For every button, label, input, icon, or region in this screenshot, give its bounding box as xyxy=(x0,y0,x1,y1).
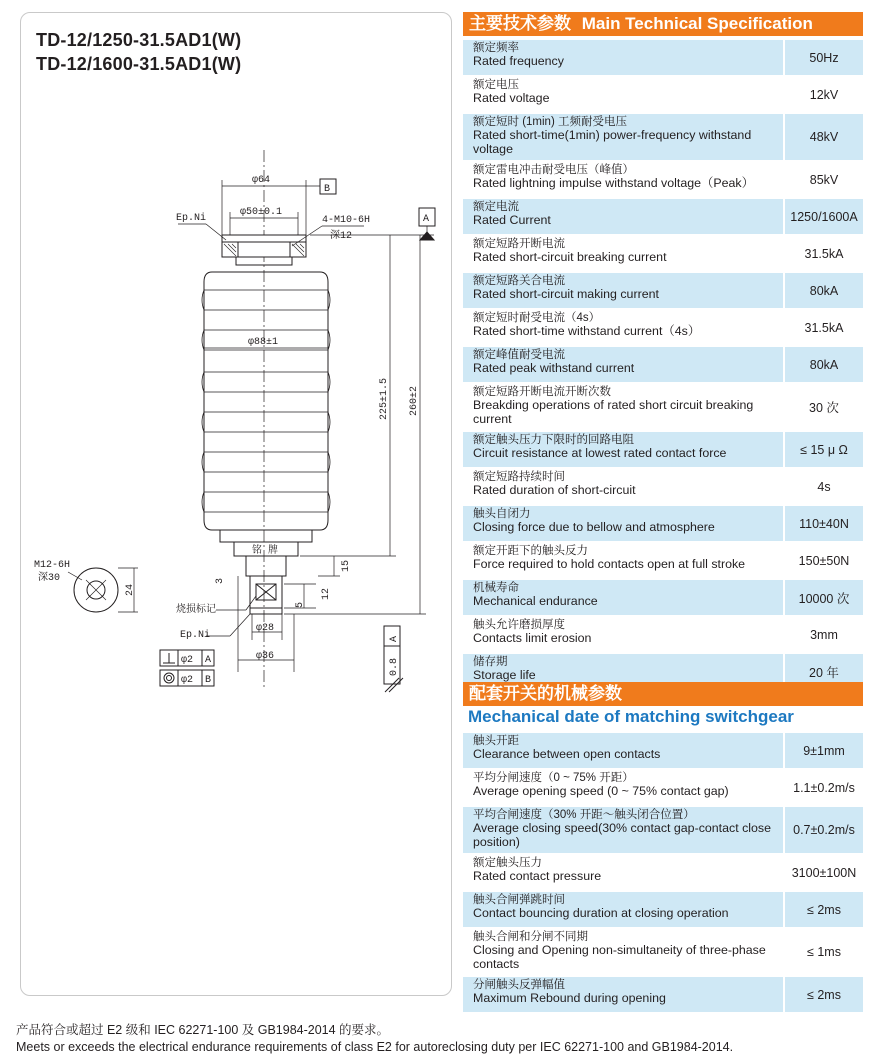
param-cell xyxy=(463,929,785,975)
main-spec-title-en: Main Technical Specification xyxy=(581,14,813,33)
spec-row xyxy=(463,807,863,855)
param-cn: 额定短时耐受电流（4s） xyxy=(473,312,601,324)
footnote xyxy=(16,1022,733,1056)
param-en: Rated lightning impulse withstand voltage（Peak） xyxy=(473,176,755,191)
param-cell xyxy=(463,807,785,853)
mech-spec-title-en: Mechanical date of matching switchgear xyxy=(468,707,794,726)
param-cn: 额定短路开断电流 xyxy=(473,238,565,250)
depth-top-label: 深12 xyxy=(330,231,353,242)
param-cell xyxy=(463,543,785,578)
spec-row xyxy=(463,506,863,543)
value-cell: 3100±100N xyxy=(785,855,863,890)
param-en: Rated contact pressure xyxy=(473,869,602,884)
value-cell: ≤ 1ms xyxy=(785,929,863,975)
spec-row xyxy=(463,469,863,506)
dim-24: 24 xyxy=(125,583,136,596)
param-cn: 额定雷电冲击耐受电压（峰值） xyxy=(473,164,634,176)
param-cn: 平均合闸速度（30% 开距～触头闭合位置） xyxy=(473,809,695,821)
param-en: Average closing speed(30% contact gap-contact close position) xyxy=(473,821,772,849)
param-cn: 额定频率 xyxy=(473,42,519,54)
value-cell: 1.1±0.2m/s xyxy=(785,770,863,805)
depth30-label: 深30 xyxy=(38,573,61,584)
param-en: Maximum Rebound during opening xyxy=(473,991,666,1006)
tol-perp-value: φ2 xyxy=(181,655,194,666)
dim-phi50: φ50±0.1 xyxy=(240,207,283,218)
param-cn: 触头开距 xyxy=(473,735,519,747)
param-en: Circuit resistance at lowest rated contact force xyxy=(473,446,727,461)
dim-15: 15 xyxy=(341,559,352,572)
spec-row xyxy=(463,733,863,770)
param-cn: 额定触头压力 xyxy=(473,857,542,869)
param-en: Closing force due to bellow and atmosphere xyxy=(473,520,715,535)
param-cell xyxy=(463,236,785,271)
param-cell xyxy=(463,114,785,160)
datum-b: B xyxy=(324,184,331,195)
value-cell: 85kV xyxy=(785,162,863,197)
spec-row xyxy=(463,892,863,929)
spec-row xyxy=(463,77,863,114)
param-en: Storage life xyxy=(473,668,536,683)
ep-ni-bottom-label: Ep.Ni xyxy=(180,630,211,641)
param-en: Contacts limit erosion xyxy=(473,631,592,646)
param-cell xyxy=(463,855,785,890)
param-cell xyxy=(463,384,785,430)
param-cell xyxy=(463,199,785,234)
param-cell xyxy=(463,347,785,382)
param-cn: 平均分闸速度（0 ~ 75% 开距） xyxy=(473,772,634,784)
param-en: Rated Current xyxy=(473,213,551,228)
param-en: Rated short-time withstand current（4s） xyxy=(473,324,701,339)
spec-row xyxy=(463,347,863,384)
value-cell: 110±40N xyxy=(785,506,863,541)
value-cell: 9±1mm xyxy=(785,733,863,768)
value-cell: 31.5kA xyxy=(785,236,863,271)
spec-row xyxy=(463,432,863,469)
dim-len260: 260±2 xyxy=(409,385,420,416)
param-en: Force required to hold contacts open at full stroke xyxy=(473,557,746,572)
param-cn: 机械寿命 xyxy=(473,582,519,594)
param-cell xyxy=(463,162,785,197)
param-cell xyxy=(463,469,785,504)
spec-row xyxy=(463,855,863,892)
footnote-en: Meets or exceeds the electrical endurance requirements of class E2 for autoreclosing duty per IEC 62271-100 and GB1984-2014. xyxy=(16,1040,734,1054)
spec-row xyxy=(463,384,863,432)
spec-row xyxy=(463,199,863,236)
param-cell xyxy=(463,580,785,615)
param-cell xyxy=(463,273,785,308)
flatness-ref: A xyxy=(389,635,400,642)
spec-row xyxy=(463,929,863,977)
param-cell xyxy=(463,40,785,75)
value-cell: 31.5kA xyxy=(785,310,863,345)
param-cn: 触头自闭力 xyxy=(473,508,531,520)
dim-phi88: φ88±1 xyxy=(248,337,279,348)
spec-row xyxy=(463,162,863,199)
main-spec-header xyxy=(463,12,863,36)
footnote-cn: 产品符合或超过 E2 级和 IEC 62271-100 及 GB1984-2014 的要求。 xyxy=(16,1023,390,1037)
dim-3: 3 xyxy=(215,577,226,584)
value-cell: 30 次 xyxy=(785,384,863,430)
model-title-2: TD-12/1600-31.5AD1(W) xyxy=(36,54,242,74)
param-en: Rated frequency xyxy=(473,54,564,69)
interrupter-drawing xyxy=(20,12,452,996)
nameplate-label: 铭 牌 xyxy=(252,546,279,557)
model-title-1: TD-12/1250-31.5AD1(W) xyxy=(36,30,242,50)
param-cn: 分闸触头反弹幅值 xyxy=(473,979,565,991)
spec-row xyxy=(463,617,863,654)
value-cell: 50Hz xyxy=(785,40,863,75)
param-cn: 额定峰值耐受电流 xyxy=(473,349,565,361)
value-cell: 4s xyxy=(785,469,863,504)
thread-top-label: 4-M10-6H xyxy=(322,215,371,226)
dim-5: 5 xyxy=(295,601,306,608)
datum-a: A xyxy=(423,214,430,225)
main-spec-title-cn: 主要技术参数 xyxy=(469,14,571,33)
param-en: Rated short-time(1min) power-frequency withstand voltage xyxy=(473,128,752,156)
dim-phi28: φ28 xyxy=(256,623,275,634)
mech-spec-title-cn: 配套开关的机械参数 xyxy=(469,684,622,703)
burn-mark-label: 烧损标记 xyxy=(176,605,216,616)
param-en: Contact bouncing duration at closing operation xyxy=(473,906,729,921)
param-en: Average opening speed (0 ~ 75% contact gap) xyxy=(473,784,729,799)
param-cn: 额定短路开断电流开断次数 xyxy=(473,386,611,398)
main-spec-table xyxy=(463,40,863,691)
tol-coax-value: φ2 xyxy=(181,675,194,686)
tol-perp-ref: A xyxy=(205,655,212,666)
value-cell: ≤ 2ms xyxy=(785,892,863,927)
ep-ni-top-label: Ep.Ni xyxy=(176,213,207,224)
param-en: Rated peak withstand current xyxy=(473,361,635,376)
spec-row xyxy=(463,977,863,1014)
dim-phi36: φ36 xyxy=(256,651,275,662)
value-cell: 80kA xyxy=(785,273,863,308)
param-cell xyxy=(463,617,785,652)
value-cell: 1250/1600A xyxy=(785,199,863,234)
value-cell: 80kA xyxy=(785,347,863,382)
spec-row xyxy=(463,236,863,273)
param-en: Breakding operations of rated short circuit breaking current xyxy=(473,398,754,426)
value-cell: 3mm xyxy=(785,617,863,652)
dim-len225: 225±1.5 xyxy=(379,377,390,420)
mech-spec-table xyxy=(463,733,863,1014)
m12-label: M12-6H xyxy=(34,560,71,571)
param-en: Rated short-circuit making current xyxy=(473,287,659,302)
value-cell: ≤ 2ms xyxy=(785,977,863,1012)
value-cell: 0.7±0.2m/s xyxy=(785,807,863,853)
param-cn: 额定开距下的触头反力 xyxy=(473,545,588,557)
param-en: Clearance between open contacts xyxy=(473,747,661,762)
param-cell xyxy=(463,432,785,467)
param-cell xyxy=(463,733,785,768)
param-cn: 额定短路关合电流 xyxy=(473,275,565,287)
param-en: Rated short-circuit breaking current xyxy=(473,250,667,265)
param-cn: 触头合闸弹跳时间 xyxy=(473,894,565,906)
value-cell: 12kV xyxy=(785,77,863,112)
param-en: Rated voltage xyxy=(473,91,550,106)
value-cell: 150±50N xyxy=(785,543,863,578)
spec-row xyxy=(463,310,863,347)
spec-row xyxy=(463,770,863,807)
spec-row xyxy=(463,543,863,580)
mech-spec-header xyxy=(463,682,863,706)
param-cell xyxy=(463,770,785,805)
value-cell: ≤ 15 μ Ω xyxy=(785,432,863,467)
spec-row xyxy=(463,114,863,162)
param-en: Rated duration of short-circuit xyxy=(473,483,636,498)
value-cell: 48kV xyxy=(785,114,863,160)
param-cn: 额定短路持续时间 xyxy=(473,471,565,483)
spec-row xyxy=(463,580,863,617)
param-cn: 额定短时 (1min) 工频耐受电压 xyxy=(473,116,627,128)
param-cn: 额定电压 xyxy=(473,79,519,91)
param-cell xyxy=(463,977,785,1012)
param-en: Closing and Opening non-simultaneity of three-phase contacts xyxy=(473,943,766,971)
param-cn: 额定电流 xyxy=(473,201,519,213)
param-en: Mechanical endurance xyxy=(473,594,598,609)
dim-12: 12 xyxy=(321,587,332,600)
flatness-value: 0.8 xyxy=(389,657,400,676)
spec-row xyxy=(463,40,863,77)
value-cell: 20 年 xyxy=(785,654,863,689)
tol-coax-ref: B xyxy=(205,675,212,686)
param-cn: 触头合闸和分闸不同期 xyxy=(473,931,588,943)
value-cell: 10000 次 xyxy=(785,580,863,615)
param-cell xyxy=(463,77,785,112)
param-cn: 储存期 xyxy=(473,656,508,668)
spec-row xyxy=(463,273,863,310)
param-cell xyxy=(463,506,785,541)
param-cell xyxy=(463,892,785,927)
dim-phi64: φ64 xyxy=(252,175,271,186)
param-cell xyxy=(463,310,785,345)
param-cn: 触头允许磨损厚度 xyxy=(473,619,565,631)
param-cn: 额定触头压力下限时的回路电阻 xyxy=(473,434,634,446)
